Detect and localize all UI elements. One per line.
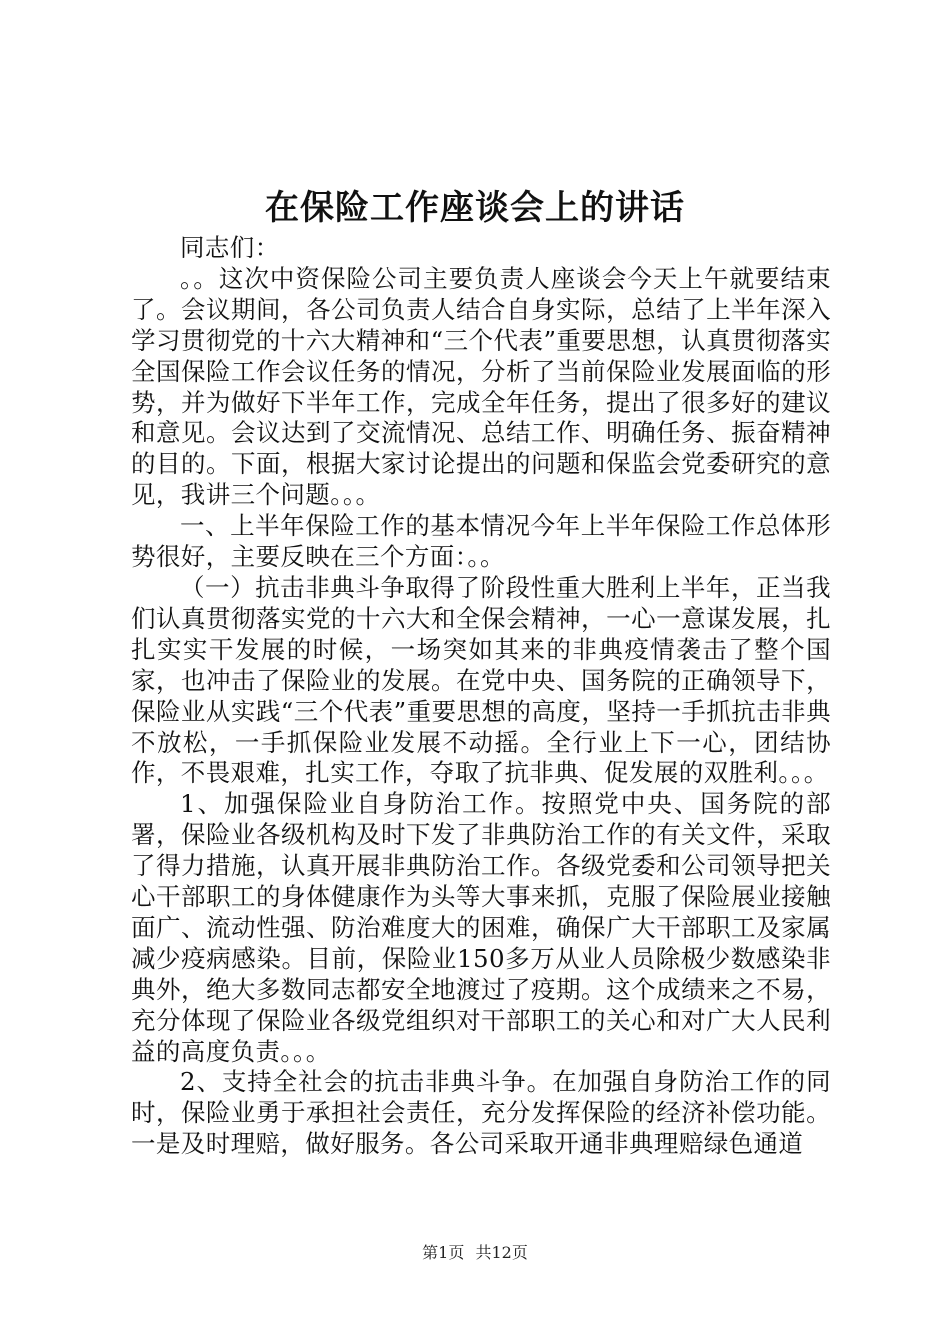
page-total: 共12页	[475, 1243, 528, 1262]
document-title: 在保险工作座谈会上的讲话	[265, 188, 685, 228]
page-footer	[0, 1242, 950, 1264]
paragraph-section-1-heading: 一、上半年保险工作的基本情况今年上半年保险工作总体形势很好，主要反映在三个方面：。。	[131, 511, 831, 572]
document-body	[131, 233, 831, 1160]
paragraph-item-1: 1、加强保险业自身防治工作。按照党中央、国务院的部署，保险业各级机构及时下发了非典防治工作的有关文件，采取了得力措施，认真开展非典防治工作。各级党委和公司领导把关心干部职工的身体健康作为头等大事来抓，克服了保险展业接触面广、流动性强、防治难度大的困难，确保广大干部职工及家属减少疫病感染。目前，保险业150多万从业人员除极少数感染非典外，绝大多数同志都安全地渡过了疫期。这个成绩来之不易，充分体现了保险业各级党组织对干部职工的关心和对广大人民利益的高度负责。。。	[131, 789, 831, 1066]
paragraph-intro: 。。这次中资保险公司主要负责人座谈会今天上午就要结束了。会议期间，各公司负责人结合自身实际，总结了上半年深入学习贯彻党的十六大精神和“三个代表”重要思想，认真贯彻落实全国保险工作会议任务的情况，分析了当前保险业发展面临的形势，并为做好下半年工作，完成全年任务，提出了很多好的建议和意见。会议达到了交流情况、总结工作、明确任务、振奋精神的目的。下面，根据大家讨论提出的问题和保监会党委研究的意见，我讲三个问题。。。	[131, 263, 831, 510]
salutation: 同志们：	[180, 233, 280, 262]
page-number: 第1页	[422, 1243, 465, 1262]
paragraph-item-2: 2、支持全社会的抗击非典斗争。在加强自身防治工作的同时，保险业勇于承担社会责任，充分发挥保险的经济补偿功能。一是及时理赔，做好服务。各公司采取开通非典理赔绿色通道	[131, 1067, 831, 1159]
paragraph-subsection-1: （一）抗击非典斗争取得了阶段性重大胜利上半年，正当我们认真贯彻落实党的十六大和全保会精神，一心一意谋发展，扎扎实实干发展的时候，一场突如其来的非典疫情袭击了整个国家，也冲击了保险业的发展。在党中央、国务院的正确领导下，保险业从实践“三个代表”重要思想的高度，坚持一手抓抗击非典不放松，一手抓保险业发展不动摇。全行业上下一心，团结协作，不畏艰难，扎实工作，夺取了抗非典、促发展的双胜利。。。	[131, 572, 831, 788]
